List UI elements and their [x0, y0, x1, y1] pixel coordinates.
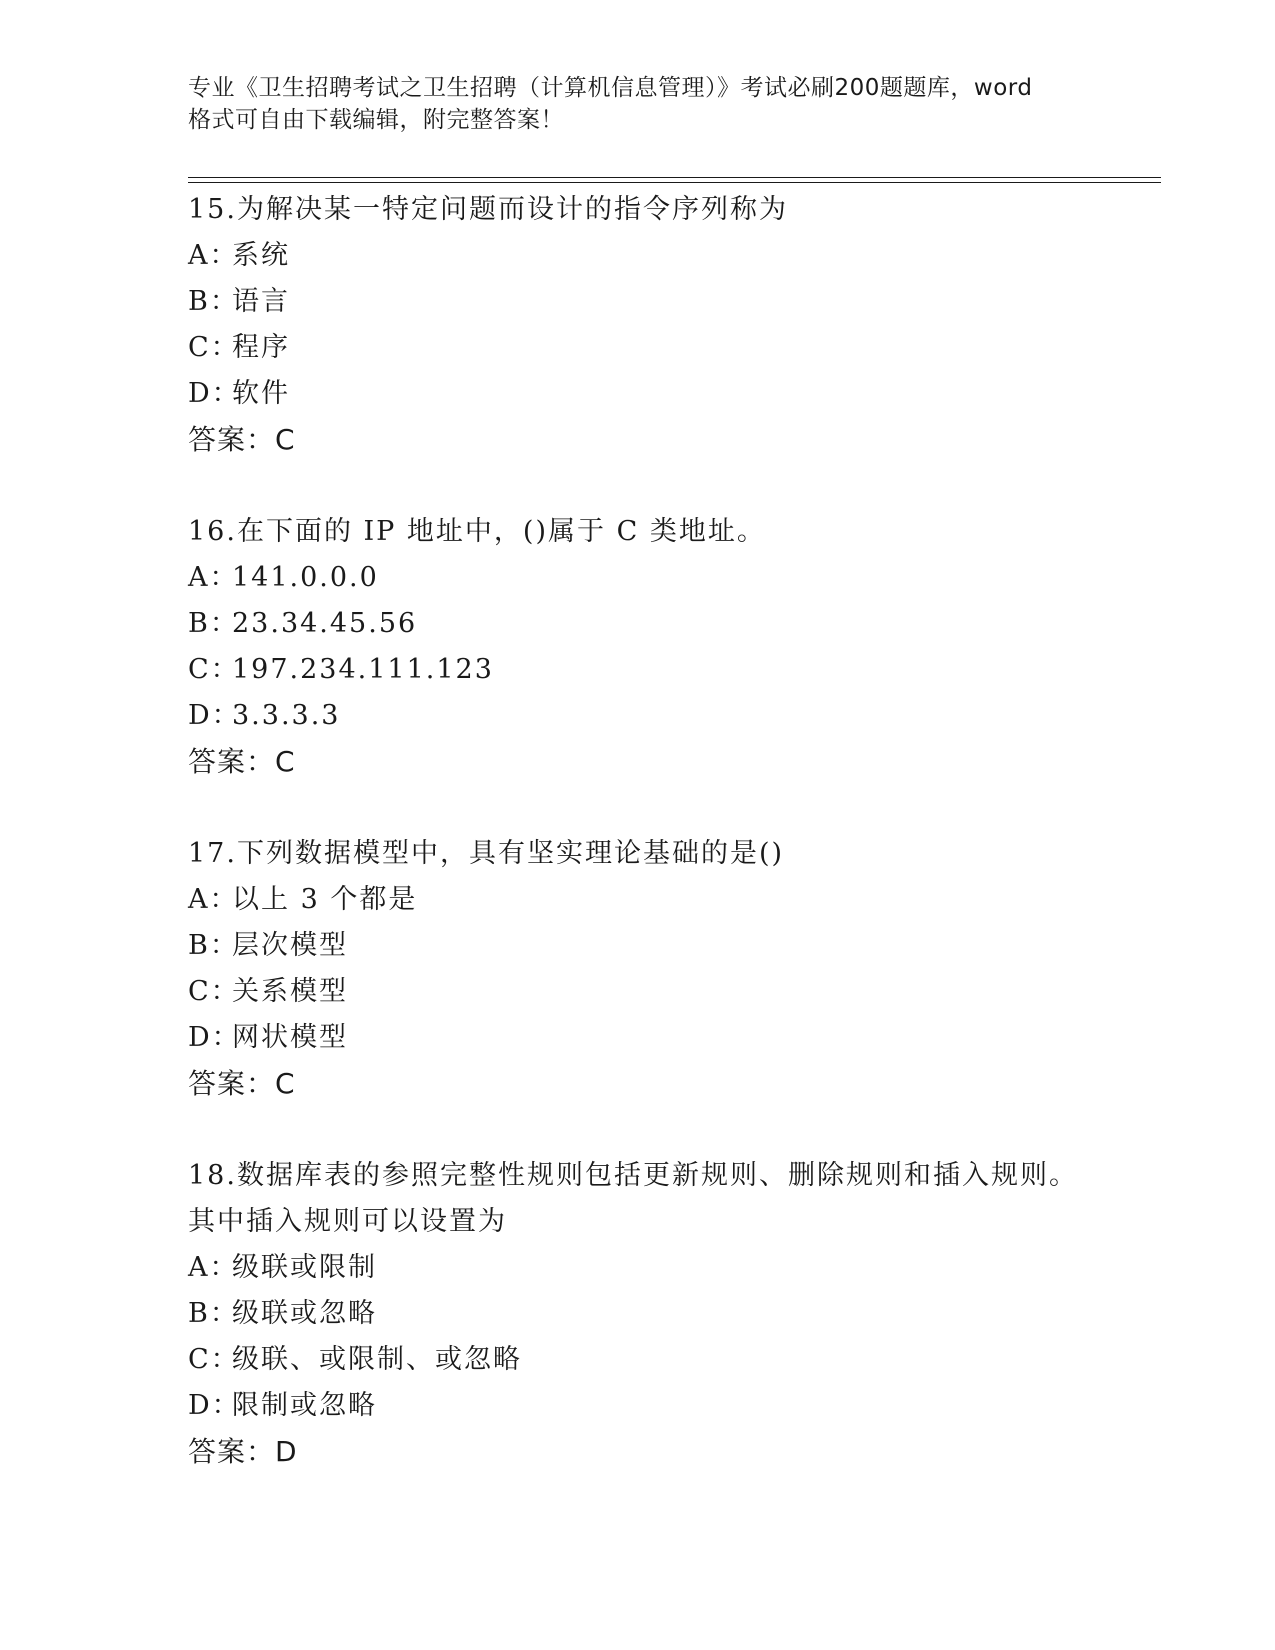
option-d [188, 1015, 1168, 1061]
question-15 [188, 187, 1168, 463]
option-letter: D： [188, 1022, 241, 1053]
question-18 [188, 1153, 1168, 1475]
option-c [188, 1337, 1168, 1383]
header-divider-bottom [188, 182, 1161, 183]
option-text: 3.3.3.3 [232, 700, 341, 731]
question-stem: 16.在下面的 IP 地址中，()属于 C 类地址。 [188, 516, 766, 547]
header-line-1: 专业《卫生招聘考试之卫生招聘（计算机信息管理）》考试必刷200题题库，word [188, 75, 1033, 101]
option-c [188, 969, 1168, 1015]
option-text: 23.34.45.56 [232, 608, 418, 639]
option-a [188, 877, 1168, 923]
question-stem: 17.下列数据模型中，具有坚实理论基础的是() [188, 838, 785, 869]
option-text: 197.234.111.123 [232, 654, 494, 685]
option-letter: B： [188, 930, 239, 961]
answer-line: 答案：C [188, 423, 296, 456]
question-spacer [188, 1107, 1168, 1153]
answer-line: 答案：C [188, 1067, 296, 1100]
option-letter: C： [188, 332, 240, 363]
option-c [188, 647, 1168, 693]
option-b [188, 923, 1168, 969]
option-text: 语言 [232, 286, 290, 317]
document-header [188, 72, 1088, 136]
option-letter: B： [188, 1298, 239, 1329]
question-stem: 18.数据库表的参照完整性规则包括更新规则、删除规则和插入规则。 [188, 1160, 1078, 1191]
header-divider-top [188, 177, 1161, 178]
question-spacer [188, 785, 1168, 831]
option-letter: A： [188, 884, 239, 915]
option-letter: A： [188, 562, 239, 593]
option-text: 系统 [232, 240, 290, 271]
option-text: 141.0.0.0 [232, 562, 379, 593]
option-c [188, 325, 1168, 371]
option-d [188, 1383, 1168, 1429]
option-b [188, 279, 1168, 325]
answer-line: 答案：D [188, 1435, 298, 1468]
question-17 [188, 831, 1168, 1107]
option-a [188, 1245, 1168, 1291]
question-stem-continued: 其中插入规则可以设置为 [188, 1206, 507, 1237]
option-letter: C： [188, 1344, 240, 1375]
option-d [188, 371, 1168, 417]
option-text: 关系模型 [232, 976, 348, 1007]
option-letter: A： [188, 1252, 239, 1283]
option-text: 级联、或限制、或忽略 [232, 1344, 522, 1375]
option-text: 级联或限制 [232, 1252, 377, 1283]
option-letter: D： [188, 1390, 241, 1421]
option-a [188, 233, 1168, 279]
question-list [188, 187, 1168, 1475]
question-stem: 15.为解决某一特定问题而设计的指令序列称为 [188, 194, 788, 225]
option-b [188, 1291, 1168, 1337]
option-text: 以上 3 个都是 [232, 884, 418, 915]
option-letter: D： [188, 378, 241, 409]
option-letter: A： [188, 240, 239, 271]
option-text: 程序 [232, 332, 290, 363]
option-letter: B： [188, 608, 239, 639]
option-b [188, 601, 1168, 647]
option-text: 软件 [232, 378, 290, 409]
option-a [188, 555, 1168, 601]
header-line-2: 格式可自由下载编辑，附完整答案！ [188, 107, 564, 133]
option-letter: C： [188, 654, 240, 685]
question-16 [188, 509, 1168, 785]
option-text: 层次模型 [232, 930, 348, 961]
option-letter: C： [188, 976, 240, 1007]
question-spacer [188, 463, 1168, 509]
option-letter: D： [188, 700, 241, 731]
answer-line: 答案：C [188, 745, 296, 778]
option-letter: B： [188, 286, 239, 317]
option-text: 限制或忽略 [232, 1390, 377, 1421]
option-text: 网状模型 [232, 1022, 348, 1053]
option-d [188, 693, 1168, 739]
option-text: 级联或忽略 [232, 1298, 377, 1329]
